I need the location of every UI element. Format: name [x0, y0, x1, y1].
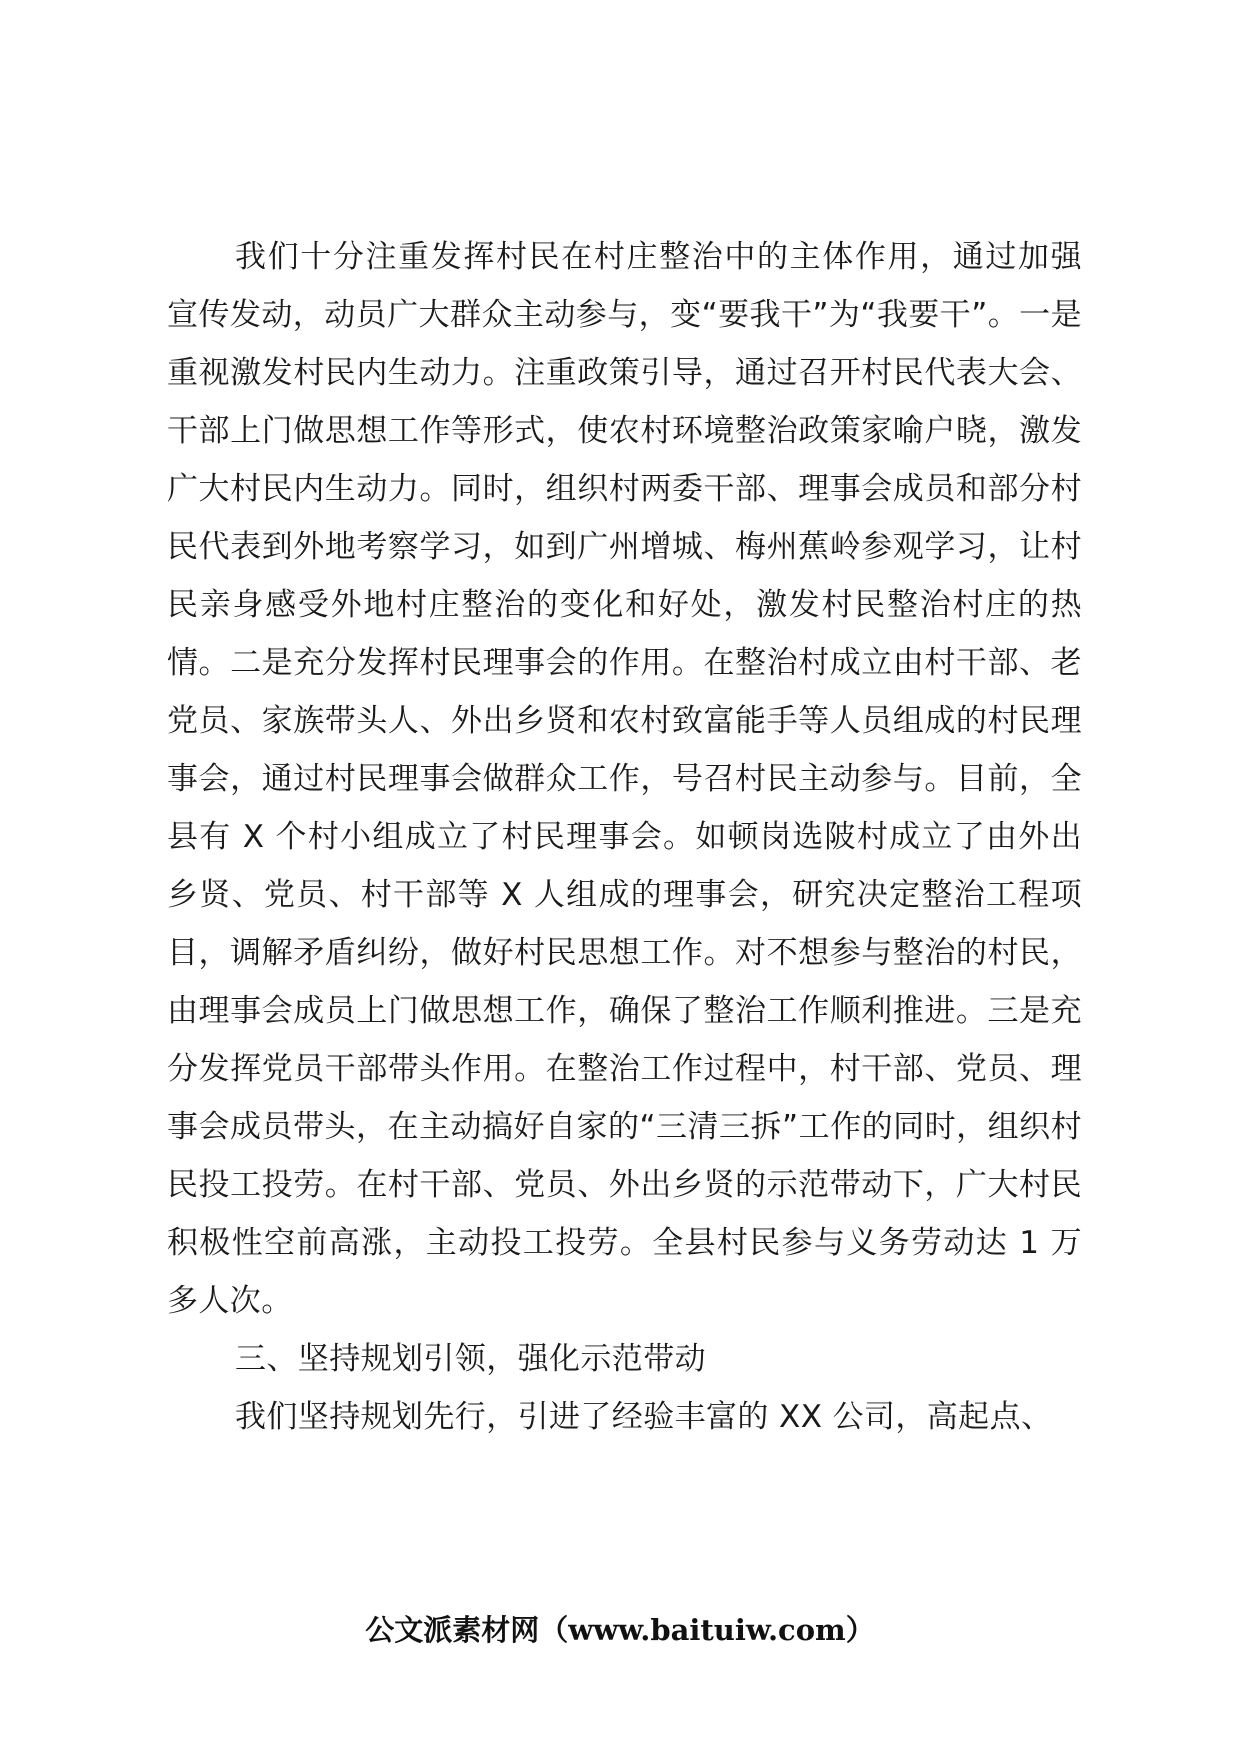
section-heading: 三、坚持规划引领，强化示范带动: [235, 1341, 706, 1377]
footer-watermark: 公文派素材网（www.baituiw.com）: [365, 1613, 875, 1647]
paragraph-2: 我们坚持规划先行，引进了经验丰富的 XX 公司，高起点、: [235, 1399, 1053, 1435]
document-body: [167, 228, 1082, 1446]
paragraph-1: 我们十分注重发挥村民在村庄整治中的主体作用，通过加强宣传发动，动员广大群众主动参与，变“要我干”为“我要干”。一是重视激发村民内生动力。注重政策引导，通过召开村民代表大会、干部上门做思想工作等形式，使农村环境整治政策家喻户晓，激发广大村民内生动力。同时，组织村两委干部、理事会成员和部分村民代表到外地考察学习，如到广州增城、梅州蕉岭参观学习，让村民亲身感受外地村庄整治的变化和好处，激发村民整治村庄的热情。二是充分发挥村民理事会的作用。在整治村成立由村干部、老党员、家族带头人、外出乡贤和农村致富能手等人员组成的村民理事会，通过村民理事会做群众工作，号召村民主动参与。目前，全县有 X 个村小组成立了村民理事会。如顿岗选陂村成立了由外出乡贤、党员、村干部等 X 人组成的理事会，研究决定整治工程项目，调解矛盾纠纷，做好村民思想工作。对不想参与整治的村民，由理事会成员上门做思想工作，确保了整治工作顺利推进。三是充分发挥党员干部带头作用。在整治工作过程中，村干部、党员、理事会成员带头，在主动搞好自家的“三清三拆”工作的同时，组织村民投工投劳。在村干部、党员、外出乡贤的示范带动下，广大村民积极性空前高涨，主动投工投劳。全县村民参与义务劳动达 1 万多人次。: [167, 239, 1082, 1319]
